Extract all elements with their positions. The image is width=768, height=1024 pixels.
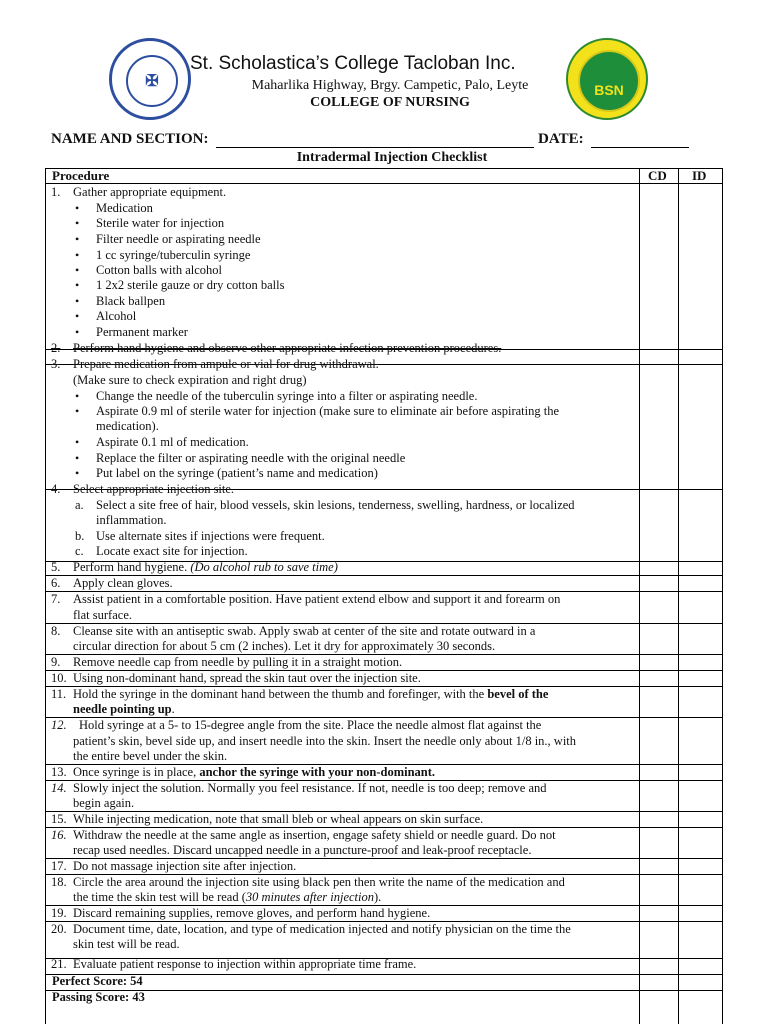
step-4: Select appropriate injection site. [73,482,235,496]
step-3-item: Aspirate 0.9 ml of sterile water for injection (make sure to eliminate air before aspirating the [96,404,560,418]
step-3-note: (Make sure to check expiration and right drug) [73,373,307,387]
step-4b: Use alternate sites if injections were frequent. [96,529,325,543]
equipment-item: Filter needle or aspirating needle [96,232,261,246]
step-9: Remove needle cap from needle by pulling it in a straight motion. [73,655,403,669]
step-10: Using non-dominant hand, spread the skin taut over the injection site. [73,671,421,685]
checklist-table: Procedure CD ID 1. Gather appropriate equipment. • Medication • Sterile water for injection • Filter needle or aspirating needle • 1 cc syringe/tuberculin syringe • Cotton balls with alcohol • 1 2x2 sterile gauze or dry cotton balls • Black ballpen • Alcohol • Permanent marker 2. Perform hand hygiene and observe other appropriate infection prevention procedures. 3. Prepare medication from ampule or vial for drug withdrawal. (Make sure to check expiration and right drug) • Change the needle of the tuberculin syringe into a filter or aspirating needle. • Aspirate 0.9 ml of sterile water for injection (make sure to eliminate air before aspirating the medication). • Aspirate 0.1 ml of medication. • Replace the filter or aspirating needle with the original needle • Put label on the syringe (patient’s name and medication) 4. Select appropriate injection site. a. Select a site free of hair, blood vessels, skin lesions, tenderness, swelling, hardness, or localized inflammation. b. Use alternate sites if injections were frequent. c. Locate exact site for injection. 5. Perform hand hygiene. (Do alcohol rub to save time) 6. Apply clean gloves. 7. Assist patient in a comfortable position. Have patient extend elbow and support it and forearm on flat surface. 8. Cleanse site with an antiseptic swab. Apply swab at center of the site and rotate outward in a circular direction for about 5 cm (2 inches). Let it dry for approximately 30 seconds. 9. Remove needle cap from needle by pulling it in a straight motion. 10. Using non-dominant hand, spread the skin taut over the injection site. 11. Hold the syringe in the dominant hand between the thumb and forefinger, with the bevel of the needle pointing up. 12. Hold syringe at a 5- to 15-degree angle from the site. Place the needle almost flat against the patient’s skin, bevel side up, and insert needle into the skin. Insert the needle only about 1/8 in., with the entire bevel under the skin. 13. Once syringe is in place, anchor the syringe with your non-dominant. 14. Slowly inject the solution. Normally you feel resistance. If not, needle is too deep; remove and begin again. 15. While injecting medication, note that small bleb or wheal appears on skin surface. 16. Withdraw the needle at the same angle as insertion, engage safety shield or needle guard. Do not recap used needles. Discard uncapped needle in a puncture-proof and leak-proof receptacle. 17. Do not massage injection site after injection. 18. Circle the area around the injection site using black pen then write the name of the medication and the time the skin test will be read (30 minutes after injection). 19. Discard remaining supplies, remove gloves, and perform hand hygiene. 20. Document time, date, location, and type of medication injected and notify physician on the time the skin test will be read. 21. Evaluate patient response to injection within appropriate time frame. Perfect Score: 54 Passing Score: 43 [45,168,723,1024]
perfect-score: Perfect Score: 54 [52,974,143,988]
equipment-item: Medication [96,201,153,215]
step-21: Evaluate patient response to injection within appropriate time frame. [73,957,417,971]
step-11: Hold the syringe in the dominant hand between the thumb and forefinger, with the bevel of the [73,687,549,701]
step-3-item: Aspirate 0.1 ml of medication. [96,435,249,449]
step-13: Once syringe is in place, anchor the syringe with your non-dominant. [73,765,436,779]
equipment-item: Cotton balls with alcohol [96,263,223,277]
step-12-cont: patient’s skin, bevel side up, and insert needle into the skin. Insert the needle only about 1/8 in., with [73,734,577,748]
step-6: Apply clean gloves. [73,576,173,590]
step-17: Do not massage injection site after injection. [73,859,297,873]
date-field[interactable] [591,133,689,148]
header-cd: CD [648,168,667,183]
equipment-item: Sterile water for injection [96,216,225,230]
checklist-title: Intradermal Injection Checklist [296,150,488,165]
table-divider-id [678,168,679,1024]
date-label: DATE: [538,131,584,147]
step-7: Assist patient in a comfortable position. Have patient extend elbow and support it and forearm on [73,592,561,606]
name-date-row [51,131,689,148]
header-procedure: Procedure [52,168,110,183]
step-3-item: Change the needle of the tuberculin syringe into a filter or aspirating needle. [96,389,478,403]
step-7-cont: flat surface. [73,608,132,622]
step-16-cont: recap used needles. Discard uncapped needle in a puncture-proof and leak-proof receptacle. [73,843,532,857]
school-name: St. Scholastica’s College Tacloban Inc. [190,53,516,74]
school-address: Maharlika Highway, Brgy. Campetic, Palo, Leyte [251,78,529,93]
step-3-item: Put label on the syringe (patient’s name and medication) [96,466,378,480]
step-3-item-cont: medication). [96,419,159,433]
name-section-field[interactable] [216,133,534,148]
table-border-right [722,168,723,1024]
equipment-item: Black ballpen [96,294,166,308]
passing-score: Passing Score: 43 [52,990,145,1004]
college-name: COLLEGE OF NURSING [310,95,470,110]
step-14: Slowly inject the solution. Normally you feel resistance. If not, needle is too deep; remove and [73,781,547,795]
equipment-item: Alcohol [96,309,137,323]
step-12-cont: the entire bevel under the skin. [73,749,228,763]
step-20-cont: skin test will be read. [73,937,180,951]
step-4a: Select a site free of hair, blood vessels, skin lesions, tenderness, swelling, hardness, or localized [96,498,575,512]
step-18-cont: the time the skin test will be read (30 minutes after injection). [73,890,382,904]
step-8: Cleanse site with an antiseptic swab. Apply swab at center of the site and rotate outward in a [73,624,536,638]
step-3: Prepare medication from ampule or vial for drug withdrawal. [73,357,379,371]
table-divider-cd [639,168,640,1024]
bsn-logo-text: BSN [594,82,624,98]
step-2: Perform hand hygiene and observe other appropriate infection prevention procedures. [73,341,502,355]
step-3-item: Replace the filter or aspirating needle with the original needle [96,451,406,465]
step-20: Document time, date, location, and type of medication injected and notify physician on the time the [73,922,571,936]
step-5: Perform hand hygiene. (Do alcohol rub to save time) [73,560,338,574]
step-11-cont: needle pointing up. [73,702,175,716]
seal-emblem-icon: ✠ [126,55,178,107]
step-14-cont: begin again. [73,796,135,810]
step-4a-cont: inflammation. [96,513,167,527]
header-id: ID [692,168,707,183]
equipment-item: 1 2x2 sterile gauze or dry cotton balls [96,278,285,292]
name-section-label: NAME AND SECTION: [51,131,209,147]
step-18: Circle the area around the injection site using black pen then write the name of the medication and [73,875,565,889]
step-15: While injecting medication, note that small bleb or wheal appears on skin surface. [73,812,484,826]
table-border-left [45,168,46,1024]
step-1: Gather appropriate equipment. [73,185,227,199]
step-4c: Locate exact site for injection. [96,544,248,558]
equipment-item: 1 cc syringe/tuberculin syringe [96,248,251,262]
step-19: Discard remaining supplies, remove gloves, and perform hand hygiene. [73,906,431,920]
step-8-cont: circular direction for about 5 cm (2 inches). Let it dry for approximately 30 seconds. [73,639,496,653]
step-12: Hold syringe at a 5- to 15-degree angle from the site. Place the needle almost flat against the [79,718,542,732]
step-number: 1. [51,185,61,199]
step-16: Withdraw the needle at the same angle as insertion, engage safety shield or needle guard. Do not [73,828,556,842]
equipment-item: Permanent marker [96,325,188,339]
